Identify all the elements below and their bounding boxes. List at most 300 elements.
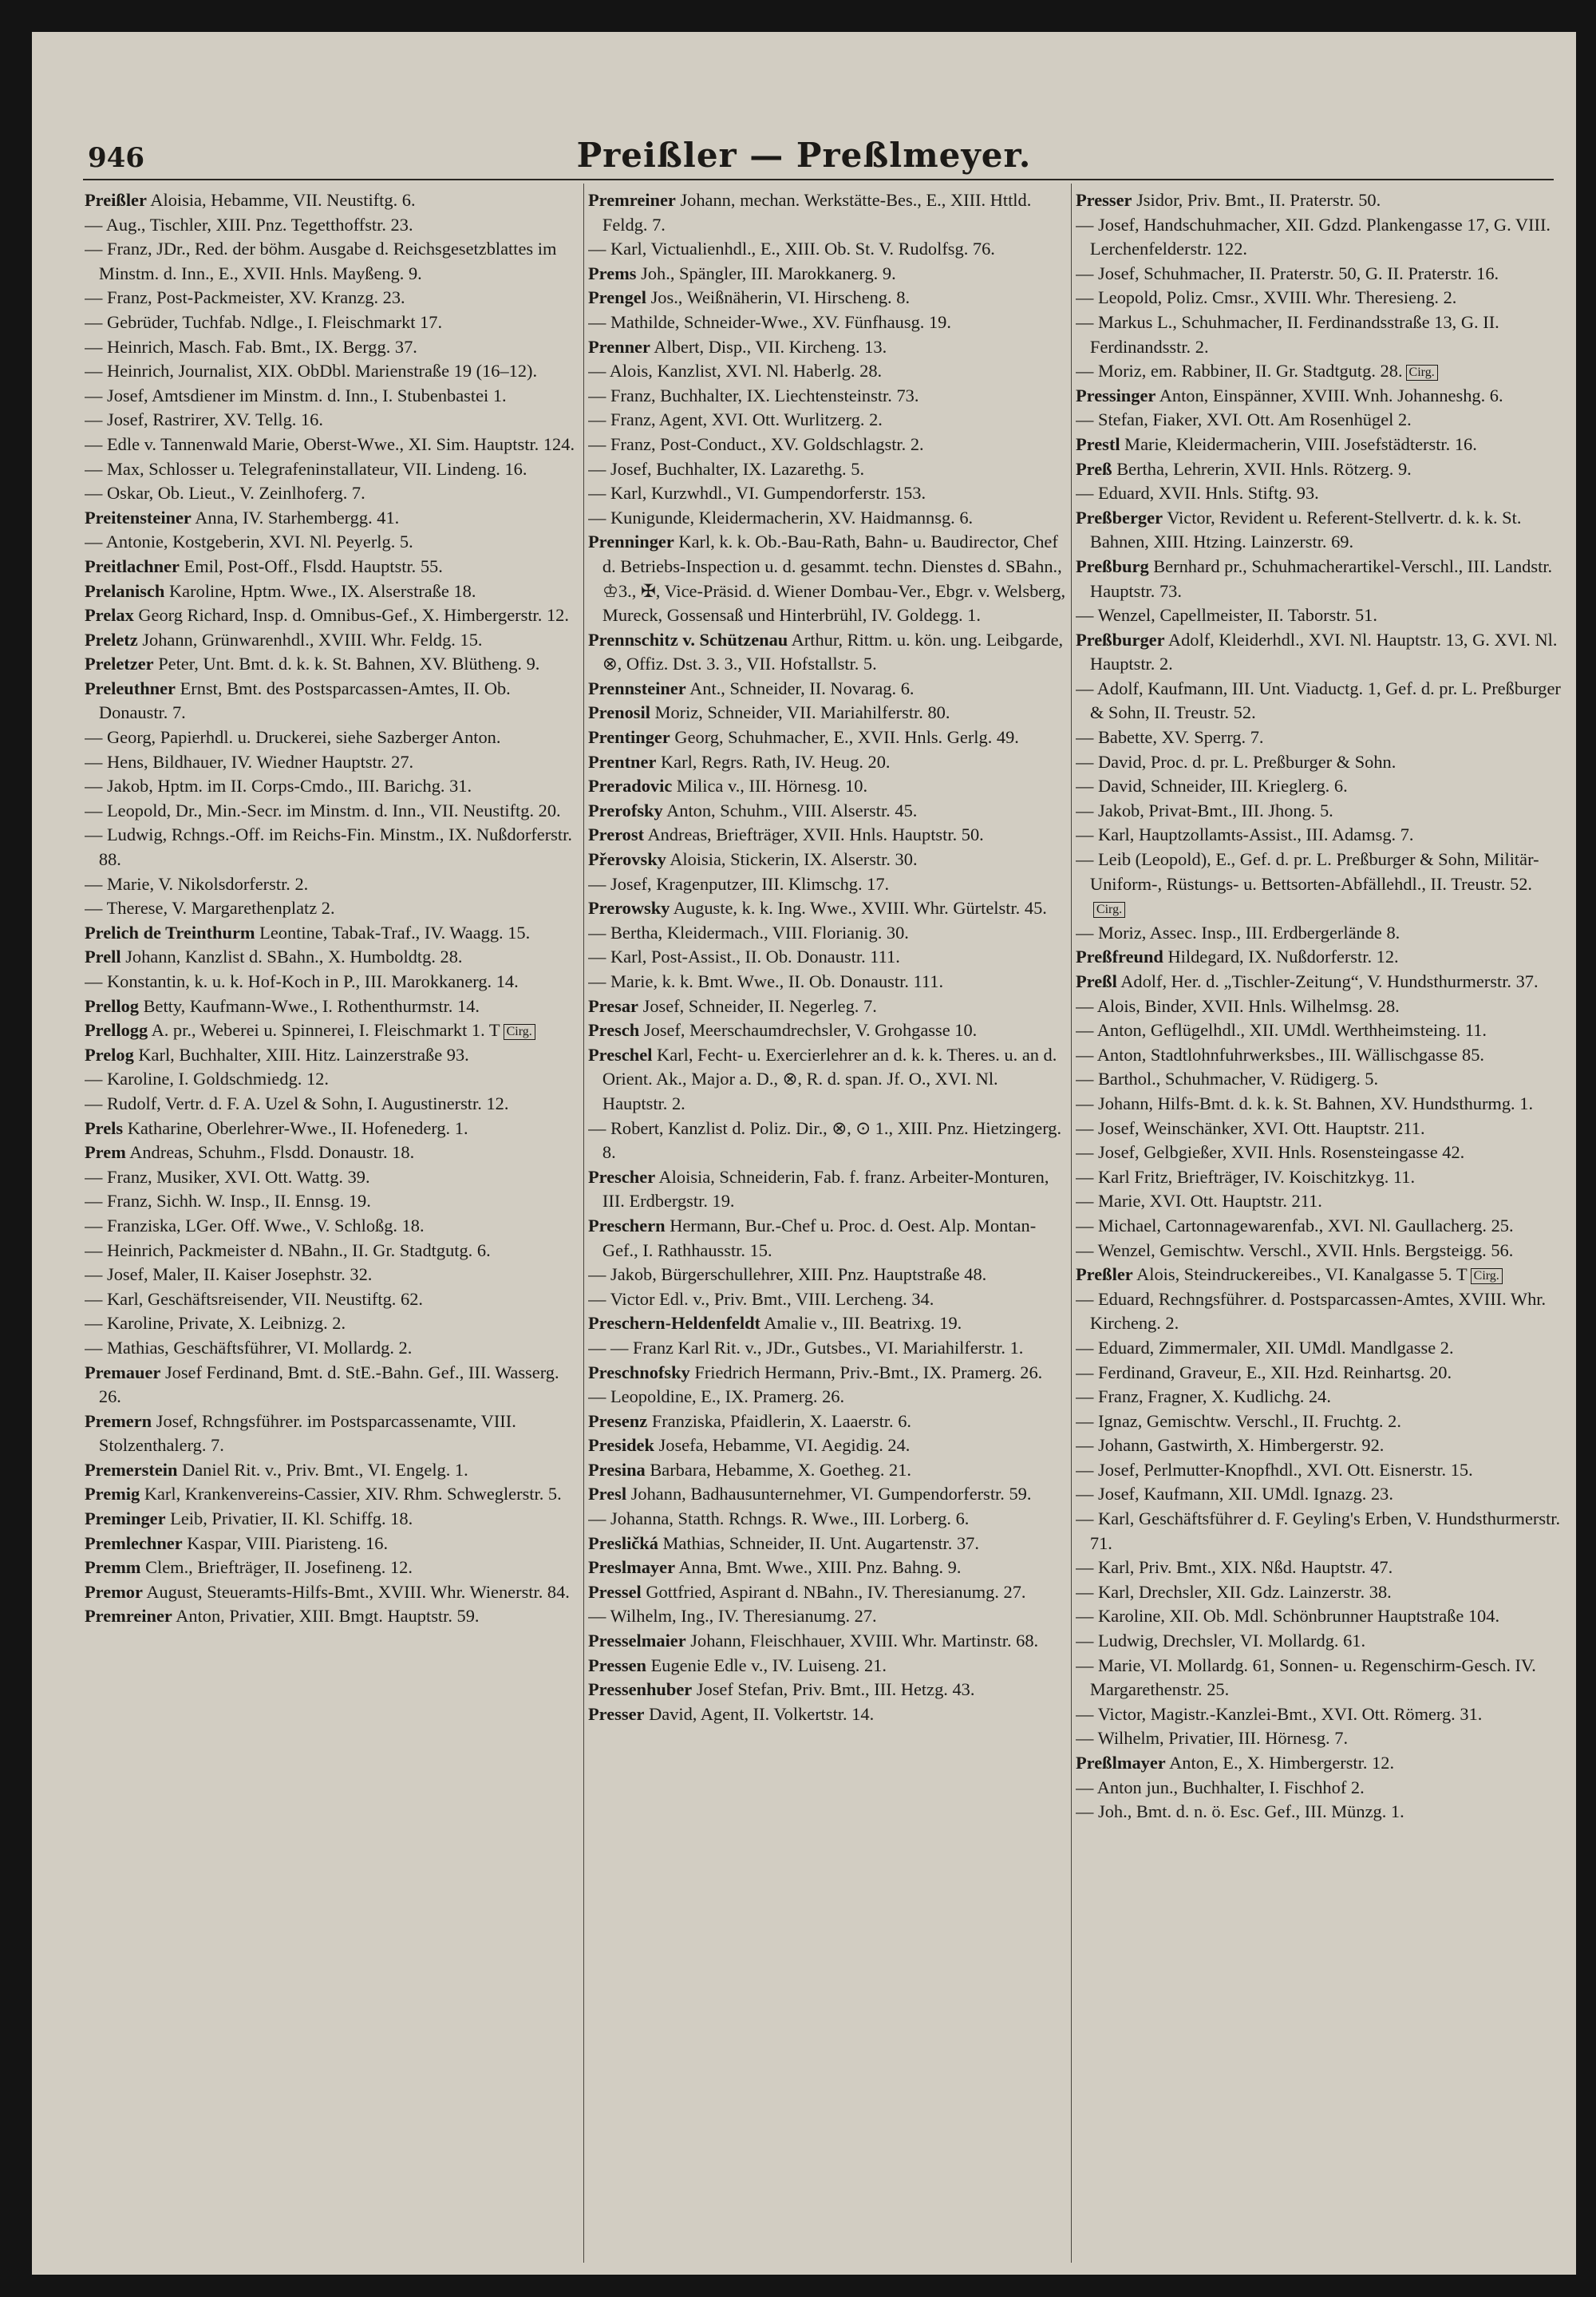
entry-text: — Eduard, XVII. Hnls. Stiftg. 93. [1076,483,1319,504]
directory-subentry [85,970,579,994]
directory-entry [588,1409,1067,1434]
directory-subentry [588,872,1067,897]
entry-text: — Victor, Magistr.-Kanzlei-Bmt., XVI. Ott. Römerg. 31. [1076,1703,1483,1724]
entry-text: — Gebrüder, Tuchfab. Ndlge., I. Fleischmarkt 17. [85,311,443,332]
directory-subentry [1076,1287,1567,1336]
directory-subentry [588,1336,1067,1361]
entry-surname: Preß [1076,458,1112,479]
entry-text: — Franziska, LGer. Off. Wwe., V. Schloßg. 18. [85,1215,425,1235]
entry-text: Hildegard, IX. Nußdorferstr. 12. [1167,947,1399,967]
directory-entry [85,921,579,946]
directory-subentry [1076,359,1567,384]
entry-text: — Josef, Schuhmacher, II. Praterstr. 50, G. II. Praterstr. 16. [1076,263,1499,283]
directory-subentry [85,213,579,238]
entry-text: — Franz, Post-Conduct., XV. Goldschlagstr. 2. [588,433,924,454]
entry-text: — Franz, Fragner, X. Kudlichg. 24. [1076,1386,1331,1407]
entry-surname: Preminger [85,1508,166,1529]
entry-text: — Konstantin, k. u. k. Hof-Koch in P., III. Marokkanerg. 14. [85,971,519,991]
entry-text: — Max, Schlosser u. Telegrafeninstallateur, VII. Lindeng. 16. [85,458,527,479]
entry-surname: Prem [85,1142,126,1163]
entry-text: — Therese, V. Margarethenplatz 2. [85,898,335,919]
entry-text: Leib, Privatier, II. Kl. Schiffg. 18. [170,1508,413,1529]
entry-text: — David, Proc. d. pr. L. Preßburger & Sohn. [1076,751,1396,772]
entry-text: — Oskar, Ob. Lieut., V. Zeinlhoferg. 7. [85,483,365,504]
entry-text: Josef Stefan, Priv. Bmt., III. Hetzg. 43. [696,1679,975,1700]
header-rule [83,179,1554,180]
entry-text: — Karl, Priv. Bmt., XIX. Nßd. Hauptstr. 47. [1076,1557,1393,1578]
entry-surname: Premlechner [85,1532,183,1553]
entry-text: — Joh., Bmt. d. n. ö. Esc. Gef., III. Münzg. 1. [1076,1801,1404,1822]
directory-subentry [588,433,1067,457]
entry-text: — Franz, Agent, XVI. Ott. Wurlitzerg. 2. [588,409,883,430]
entry-text: Auguste, k. k. Ing. Wwe., XVIII. Whr. Gürtelstr. 45. [673,898,1047,919]
directory-entry [85,555,579,579]
column-2 [588,188,1067,2263]
directory-subentry [1076,994,1567,1019]
entry-text: Alois, Steindruckereibes., VI. Kanalgasse 5. T [1136,1264,1468,1285]
entry-surname: Prentinger [588,727,670,748]
entry-text: — Jakob, Hptm. im II. Corps-Cmdo., III. Barichg. 31. [85,776,472,797]
entry-surname: Prels [85,1117,124,1138]
directory-entry [85,506,579,531]
entry-surname: Prennschitz v. Schützenau [588,629,788,650]
entry-text: — Wenzel, Gemischtw. Verschl., XVII. Hnls. Bergsteigg. 56. [1076,1239,1514,1260]
directory-subentry [85,1092,579,1117]
directory-entry [85,1043,579,1068]
directory-subentry [85,1239,579,1263]
directory-subentry [1076,725,1567,750]
entry-text: Amalie v., III. Beatrixg. 19. [764,1313,962,1334]
directory-subentry [1076,799,1567,824]
entry-text: Johann, Kanzlist d. SBahn., X. Humboldtg. 28. [125,947,463,967]
directory-subentry [85,799,579,824]
entry-text: Eugenie Edle v., IV. Luiseng. 21. [650,1655,887,1675]
directory-subentry [85,1311,579,1336]
directory-page [32,32,1576,2275]
entry-text: — Alois, Binder, XVII. Hnls. Wilhelmsg. 28. [1076,995,1400,1016]
directory-entry [1076,384,1567,409]
entry-text: — Ludwig, Drechsler, VI. Mollardg. 61. [1076,1631,1366,1651]
entry-text: — Marie, VI. Mollardg. 61, Sonnen- u. Regenschirm-Gesch. IV. Margarethenstr. 25. [1076,1655,1536,1700]
entry-text: — Heinrich, Packmeister d. NBahn., II. Gr. Stadtgutg. 6. [85,1239,491,1260]
entry-text: — Wenzel, Capellmeister, II. Taborstr. 51. [1076,605,1377,626]
directory-entry [588,335,1067,360]
entry-text: Katharine, Oberlehrer-Wwe., II. Hofenederg. 1. [127,1117,468,1138]
entry-text: Josef, Schneider, II. Negerleg. 7. [642,995,877,1016]
directory-entry [588,1433,1067,1458]
entry-text: — Karoline, Private, X. Leibnizg. 2. [85,1313,346,1334]
directory-entry [85,994,579,1019]
entry-text: Ant., Schneider, II. Novarag. 6. [689,678,915,698]
directory-subentry [85,1287,579,1312]
entry-text: Karl, Fecht- u. Exercierlehrer an d. k. k. Theres. u. an d. Orient. Ak., Major a. D., ⊗, R. d. span. Jf. O., XVI. Nl. Hauptstr. 2. [602,1044,1057,1113]
directory-subentry [1076,286,1567,310]
entry-text: Anton, Privatier, XIII. Bmgt. Hauptstr. 59. [176,1606,480,1627]
entry-surname: Prelich de Treinthurm [85,922,255,943]
circular-stamp-badge: Cirg. [1093,902,1125,918]
directory-entry [588,799,1067,824]
entry-text: Karl, Krankenvereins-Cassier, XIV. Rhm. Schweglerstr. 5. [144,1484,562,1504]
entry-text: — Karl, Drechsler, XII. Gdz. Lainzerstr. 38. [1076,1581,1392,1602]
entry-text: Johann, mechan. Werkstätte-Bes., E., XIII. Httld. Feldg. 7. [602,190,1032,235]
entry-surname: Prellog [85,995,139,1016]
entry-text: Karl, Buchhalter, XIII. Hitz. Lainzerstraße 93. [138,1044,469,1065]
directory-subentry [85,774,579,799]
entry-text: — Mathias, Geschäftsführer, VI. Mollardg. 2. [85,1337,413,1358]
directory-entry [85,603,579,628]
entry-text: Ernst, Bmt. des Postsparcassen-Amtes, II. Ob. Donaustr. 7. [98,678,511,723]
directory-entry [85,1580,579,1605]
entry-text: — Josef, Kaufmann, XII. UMdl. Ignazg. 23. [1076,1484,1393,1504]
entry-text: — Adolf, Kaufmann, III. Unt. Viaductg. 1, Gef. d. pr. L. Preßburger & Sohn, II. Treustr. 52. [1076,678,1561,723]
directory-entry [588,1165,1067,1214]
directory-entry [588,823,1067,848]
directory-entry [85,628,579,653]
entry-surname: Preßler [1076,1264,1133,1285]
directory-entry [85,652,579,677]
entry-text: — Marie, V. Nikolsdorferstr. 2. [85,873,309,894]
directory-entry [588,896,1067,921]
entry-text: — Franz, Buchhalter, IX. Liechtensteinstr. 73. [588,385,919,405]
directory-subentry [1076,1409,1567,1434]
column-divider [583,184,584,2263]
entry-text: Andreas, Briefträger, XVII. Hnls. Hauptstr. 50. [647,824,984,845]
entry-text: August, Steueramts-Hilfs-Bmt., XVIII. Whr. Wienerstr. 84. [146,1581,570,1602]
directory-entry [85,1018,579,1043]
entry-text: — Karoline, XII. Ob. Mdl. Schönbrunner Hauptstraße 104. [1076,1606,1500,1627]
entry-text: Anton, E., X. Himbergerstr. 12. [1169,1753,1395,1773]
directory-subentry [1076,1336,1567,1361]
directory-subentry [85,1214,579,1239]
directory-subentry [1076,1385,1567,1409]
entry-surname: Presar [588,995,638,1016]
entry-surname: Preßlmayer [1076,1753,1166,1773]
directory-entry [588,1556,1067,1580]
entry-surname: Pressel [588,1581,642,1602]
directory-entry [85,1507,579,1532]
entry-text: Karl, Regrs. Rath, IV. Heug. 20. [661,751,891,772]
directory-subentry [85,433,579,457]
entry-text: Johann, Badhausunternehmer, VI. Gumpendorferstr. 59. [630,1484,1032,1504]
entry-text: — Aug., Tischler, XIII. Pnz. Tegetthoffstr. 23. [85,214,413,235]
entry-text: — Karl, Post-Assist., II. Ob. Donaustr. 111. [588,947,900,967]
directory-entry [588,286,1067,310]
entry-surname: Prenninger [588,532,674,552]
entry-text: — Hens, Bildhauer, IV. Wiedner Hauptstr. 27. [85,751,414,772]
entry-surname: Prerofsky [588,800,663,820]
entry-text: — Johanna, Statth. Rchngs. R. Wwe., III. Lorberg. 6. [588,1508,970,1529]
entry-text: — Karl, Geschäftsführer d. F. Geyling's Erben, V. Hundsthurmerstr. 71. [1076,1508,1561,1553]
entry-text: — Stefan, Fiaker, XVI. Ott. Am Rosenhügel 2. [1076,409,1412,430]
directory-subentry [85,1067,579,1092]
directory-entry [1076,945,1567,970]
entry-text: — Heinrich, Masch. Fab. Bmt., IX. Bergg. 37. [85,336,417,357]
directory-entry [1076,1263,1567,1287]
directory-entry [85,1556,579,1580]
page-number: 946 [88,142,144,174]
entry-text: Barbara, Hebamme, X. Goetheg. 21. [650,1459,912,1480]
directory-entry [85,1117,579,1141]
entry-surname: Premauer [85,1362,161,1382]
directory-subentry [1076,1117,1567,1141]
entry-text: — Kunigunde, Kleidermacherin, XV. Haidmannsg. 6. [588,507,974,528]
directory-entry [588,994,1067,1019]
directory-subentry [85,725,579,750]
entry-text: Johann, Grünwarenhdl., XVIII. Whr. Feldg. 15. [142,629,483,650]
entry-text: — Moriz, em. Rabbiner, II. Gr. Stadtgutg. 28. [1076,361,1403,382]
entry-text: — Johann, Gastwirth, X. Himbergerstr. 92. [1076,1435,1385,1456]
entry-text: Jos., Weißnäherin, VI. Hirscheng. 8. [650,287,911,308]
entry-surname: Preßl [1076,971,1117,991]
directory-subentry [588,1287,1067,1312]
directory-subentry [588,1507,1067,1532]
directory-entry [85,1361,579,1409]
directory-subentry [85,359,579,384]
entry-text: — Eduard, Zimmermaler, XII. UMdl. Mandlgasse 2. [1076,1337,1454,1358]
entry-surname: Premor [85,1581,143,1602]
directory-subentry [1076,1629,1567,1654]
directory-subentry [1076,823,1567,848]
directory-subentry [588,408,1067,433]
entry-text: David, Agent, II. Volkertstr. 14. [649,1703,875,1724]
entry-surname: Prelanisch [85,580,165,601]
directory-entry [588,750,1067,775]
directory-subentry [85,384,579,409]
directory-subentry [1076,677,1567,725]
entry-text: Anton, Schuhm., VIII. Alserstr. 45. [666,800,918,820]
entry-text: — Moriz, Assec. Insp., III. Erdbergerlände 8. [1076,922,1400,943]
entry-text: — Michael, Cartonnagewarenfab., XVI. Nl. Gaullacherg. 25. [1076,1215,1514,1235]
entry-text: — Karl Fritz, Briefträger, IV. Koischitzkyg. 11. [1076,1166,1416,1187]
directory-subentry [1076,1482,1567,1507]
entry-text: Adolf, Her. d. „Tischler-Zeitung“, V. Hundsthurmerstr. 37. [1120,971,1539,991]
entry-text: — Jakob, Bürgerschullehrer, XIII. Pnz. Hauptstraße 48. [588,1264,987,1285]
entry-text: Albert, Disp., VII. Kircheng. 13. [654,336,887,357]
directory-subentry [588,481,1067,506]
entry-text: Moriz, Schneider, VII. Mariahilferstr. 80. [654,702,950,723]
directory-entry [588,848,1067,872]
directory-subentry [1076,1092,1567,1117]
directory-subentry [1076,921,1567,946]
entry-text: — Mathilde, Schneider-Wwe., XV. Fünfhausg. 19. [588,311,951,332]
directory-entry [588,1043,1067,1117]
entry-text: — Heinrich, Journalist, XIX. ObDbl. Marienstraße 19 (16–12). [85,361,538,382]
entry-surname: Preletzer [85,654,154,674]
entry-text: — Jakob, Privat-Bmt., III. Jhong. 5. [1076,800,1333,820]
entry-surname: Preßburger [1076,629,1165,650]
directory-subentry [85,1336,579,1361]
entry-text: Aloisia, Stickerin, IX. Alserstr. 30. [670,849,918,870]
entry-text: — Josef, Perlmutter-Knopfhdl., XVI. Ott. Eisnerstr. 15. [1076,1459,1473,1480]
directory-subentry [85,530,579,555]
directory-entry [588,628,1067,677]
entry-surname: Preradovic [588,776,673,797]
directory-entry [85,1409,579,1458]
directory-subentry [1076,774,1567,799]
directory-subentry [588,970,1067,994]
entry-text: — Josef, Rastrirer, XV. Tellg. 16. [85,409,323,430]
directory-entry [85,1604,579,1629]
entry-text: — Leopold, Dr., Min.-Secr. im Minstm. d. Inn., VII. Neustiftg. 20. [85,800,561,820]
entry-text: — Johann, Hilfs-Bmt. d. k. k. St. Bahnen, XV. Hundsthurmg. 1. [1076,1093,1534,1113]
entry-text: — Wilhelm, Privatier, III. Hörnesg. 7. [1076,1728,1349,1749]
entry-surname: Pressenhuber [588,1679,693,1700]
entry-surname: Presenz [588,1410,648,1431]
entry-text: — Wilhelm, Ing., IV. Theresianumg. 27. [588,1606,877,1627]
entry-text: Josef, Meerschaumdrechsler, V. Grohgasse 10. [643,1020,978,1041]
entry-text: — Ferdinand, Graveur, E., XII. Hzd. Reinhartsg. 20. [1076,1362,1452,1382]
entry-text: — Josef, Weinschänker, XVI. Ott. Hauptstr. 211. [1076,1117,1425,1138]
directory-entry [588,1654,1067,1678]
entry-surname: Presličká [588,1532,658,1553]
directory-subentry [85,896,579,921]
entry-text: Anna, IV. Starhembergg. 41. [195,507,400,528]
entry-surname: Presl [588,1484,627,1504]
entry-surname: Presser [588,1703,645,1724]
directory-subentry [588,384,1067,409]
entry-text: — Franz, Musiker, XVI. Ott. Wattg. 39. [85,1166,370,1187]
directory-entry [1076,970,1567,994]
column-3 [1076,188,1567,2263]
entry-text: Gottfried, Aspirant d. NBahn., IV. Theresianumg. 27. [646,1581,1026,1602]
entry-text: Hermann, Bur.-Chef u. Proc. d. Oest. Alp. Montan-Gef., I. Rathhausstr. 15. [602,1215,1037,1260]
directory-subentry [85,750,579,775]
entry-surname: Preletz [85,629,138,650]
directory-subentry [1076,1067,1567,1092]
entry-surname: Prellogg [85,1020,148,1041]
directory-entry [588,188,1067,237]
directory-subentry [588,1604,1067,1629]
directory-entry [588,262,1067,287]
entry-text: — Rudolf, Vertr. d. F. A. Uzel & Sohn, I. Augustinerstr. 12. [85,1093,509,1113]
entry-text: — Josef, Handschuhmacher, XII. Gdzd. Plankengasse 17, G. VIII. Lerchenfelderstr. 122. [1076,214,1551,259]
entry-text: Emil, Post-Off., Flsdd. Hauptstr. 55. [184,555,443,576]
directory-entry [1076,188,1567,213]
directory-subentry [1076,1604,1567,1629]
directory-subentry [1076,310,1567,359]
directory-subentry [588,945,1067,970]
entry-text: Josefa, Hebamme, VI. Aegidig. 24. [658,1435,911,1456]
running-head: Preißler — Preßlmeyer. [576,136,1032,175]
entry-text: — Marie, XVI. Ott. Hauptstr. 211. [1076,1191,1322,1212]
entry-text: — Franz, Sichh. W. Insp., II. Ennsg. 19. [85,1191,371,1212]
entry-text: — Josef, Kragenputzer, III. Klimschg. 17. [588,873,890,894]
entry-text: — Edle v. Tannenwald Marie, Oberst-Wwe., XI. Sim. Hauptstr. 124. [85,433,575,454]
entry-text: — Leib (Leopold), E., Gef. d. pr. L. Preßburger & Sohn, Militär-Uniform-, Rüstungs- u. Bettsorten-Abfällehdl., II. Treustr. 52. [1076,849,1539,894]
circular-stamp-badge: Cirg. [1406,365,1438,381]
entry-surname: Premreiner [588,190,676,210]
directory-subentry [1076,262,1567,287]
directory-subentry [1076,1458,1567,1483]
directory-entry [588,530,1067,627]
entry-surname: Preißler [85,190,147,210]
entry-surname: Preschel [588,1044,653,1065]
directory-subentry [85,823,579,872]
entry-text: A. pr., Weberei u. Spinnerei, I. Fleischmarkt 1. T [151,1020,500,1041]
entry-text: Clem., Briefträger, II. Josefineng. 12. [145,1557,413,1578]
entry-surname: Prems [588,263,637,283]
directory-subentry [588,1385,1067,1409]
directory-subentry [85,1189,579,1214]
entry-surname: Presch [588,1020,640,1041]
directory-entry [588,1678,1067,1702]
entry-text: Victor, Revident u. Referent-Stellvertr. d. k. k. St. Bahnen, XIII. Htzing. Lainzerstr. 69. [1089,507,1522,552]
directory-subentry [588,359,1067,384]
directory-subentry [85,1263,579,1287]
entry-surname: Prentner [588,751,657,772]
directory-entry [1076,1751,1567,1776]
entry-surname: Preschern-Heldenfeldt [588,1313,760,1334]
entry-text: — Franz, Post-Packmeister, XV. Kranzg. 23. [85,287,405,308]
directory-entry [588,1580,1067,1605]
entry-text: Anton, Einspänner, XVIII. Wnh. Johanneshg. 6. [1159,385,1503,405]
directory-subentry [85,408,579,433]
entry-surname: Pressinger [1076,385,1156,405]
entry-surname: Presselmaier [588,1631,686,1651]
entry-text: Betty, Kaufmann-Wwe., I. Rothenthurmstr. 14. [143,995,480,1016]
entry-surname: Prelax [85,605,134,626]
entry-text: Mathias, Schneider, II. Unt. Augartenstr. 37. [662,1532,979,1553]
entry-text: — — Franz Karl Rit. v., JDr., Gutsbes., VI. Mariahilferstr. 1. [588,1337,1024,1358]
entry-surname: Pressen [588,1655,646,1675]
entry-text: Johann, Fleischhauer, XVIII. Whr. Martinstr. 68. [690,1631,1039,1651]
circular-stamp-badge: Cirg. [1471,1268,1503,1284]
entry-text: — Georg, Papierhdl. u. Druckerei, siehe Sazberger Anton. [85,727,501,748]
entry-text: Peter, Unt. Bmt. d. k. k. St. Bahnen, XV. Blütheng. 9. [158,654,540,674]
directory-subentry [85,872,579,897]
entry-text: — Ludwig, Rchngs.-Off. im Reichs-Fin. Minstm., IX. Nußdorferstr. 88. [85,824,572,870]
directory-subentry [85,457,579,482]
entry-surname: Preitlachner [85,555,180,576]
entry-text: Arthur, Rittm. u. kön. ung. Leibgarde, ⊗, Offiz. Dst. 3. 3., VII. Hofstallstr. 5. [602,629,1064,674]
entry-text: — Bertha, Kleidermach., VIII. Florianig. 30. [588,922,909,943]
directory-subentry [1076,1726,1567,1751]
entry-surname: Preschern [588,1215,666,1235]
directory-subentry [1076,848,1567,921]
directory-subentry [1076,1361,1567,1386]
directory-entry [588,1482,1067,1507]
directory-entry [588,1629,1067,1654]
entry-text: — Karl, Kurzwhdl., VI. Gumpendorferstr. 153. [588,483,926,504]
directory-entry [85,1458,579,1483]
directory-subentry [1076,481,1567,506]
entry-text: — David, Schneider, III. Krieglerg. 6. [1076,776,1348,797]
directory-entry [588,1018,1067,1043]
entry-text: — Victor Edl. v., Priv. Bmt., VIII. Lercheng. 34. [588,1288,934,1309]
directory-subentry [85,237,579,286]
entry-text: Adolf, Kleiderhdl., XVI. Nl. Hauptstr. 13, G. XVI. Nl. Hauptstr. 2. [1089,629,1558,674]
directory-subentry [1076,1239,1567,1263]
entry-surname: Preßfreund [1076,947,1163,967]
entry-surname: Prennsteiner [588,678,686,698]
directory-entry [588,774,1067,799]
entry-text: Franziska, Pfaidlerin, X. Laaerstr. 6. [651,1410,912,1431]
directory-subentry [85,335,579,360]
entry-text: — Robert, Kanzlist d. Poliz. Dir., ⊗, ⊙ 1., XIII. Pnz. Hietzingerg. 8. [588,1117,1062,1163]
column-divider [1071,184,1072,2263]
entry-surname: Preslmayer [588,1557,676,1578]
entry-text: Georg, Schuhmacher, E., XVII. Hnls. Gerlg. 49. [674,727,1019,748]
directory-subentry [85,1165,579,1190]
entry-text: — Leopoldine, E., IX. Pramerg. 26. [588,1386,845,1407]
directory-entry [1076,457,1567,482]
directory-entry [588,1214,1067,1263]
entry-text: — Barthol., Schuhmacher, V. Rüdigerg. 5. [1076,1069,1379,1089]
entry-text: Aloisia, Hebamme, VII. Neustiftg. 6. [150,190,416,210]
directory-subentry [1076,1043,1567,1068]
directory-subentry [1076,1776,1567,1801]
directory-subentry [1076,1433,1567,1458]
